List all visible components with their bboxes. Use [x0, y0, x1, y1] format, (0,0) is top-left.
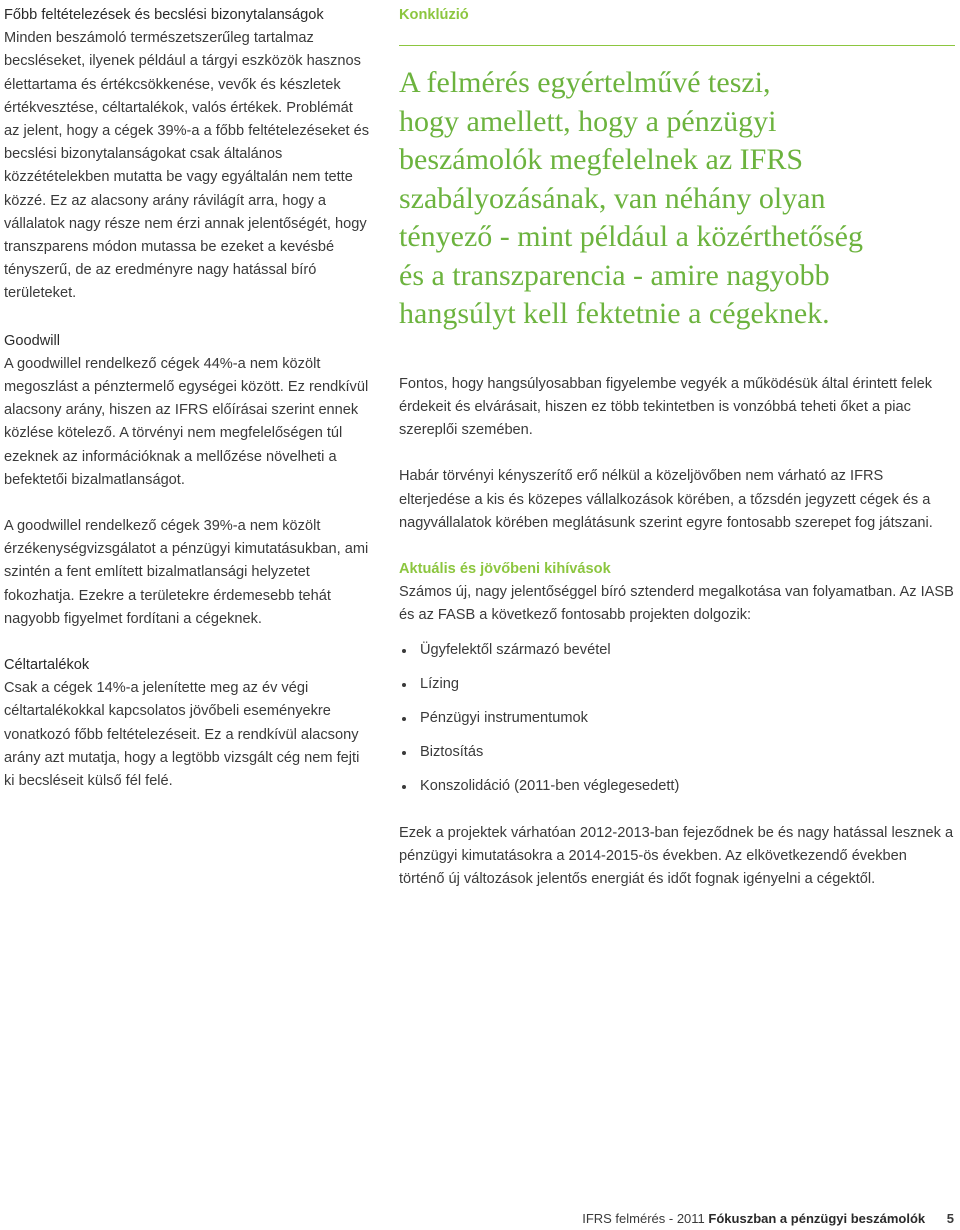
- quote-line: szabályozásának, van néhány olyan: [399, 181, 826, 215]
- footer-report-name: IFRS felmérés - 2011: [582, 1211, 705, 1226]
- assumptions-body: Minden beszámoló természetszerűleg tartalmaz becsléseket, ilyenek például a tárgyi eszközök hasznos élettartama és értékcsökkenése, vevők és készletek értékvesztése, céltartalékok, valós értékek. Problémát az jelent, hogy a cégek 39%-a a főbb feltételezéseket és becslési bizonytalanságokat csak általános közzétételekben mutatta be vagy egyáltalán nem tette közzé. Ez az alacsony arány rávilágít arra, hogy a vállalatok nagy része nem érzi annak jelentőségét, hogy transzparens módon mutassa be ezeket a kevésbé tényszerű, de az eredményre nagy hatással bíró területeket.: [4, 30, 370, 302]
- quote-line: beszámolók megfelelnek az IFRS: [399, 143, 804, 177]
- provisions-body: Csak a cégek 14%-a jelenítette meg az év végi céltartalékokkal kapcsolatos jövőbeli eseményekre vonatkozó főbb feltételezéseit. Ez a rendkívül alacsony arány azt mutatja, hogy a legtöbb vizsgált cég nem fejti ki becsléseit külső fél felé.: [4, 680, 360, 790]
- left-column: [4, 0, 372, 793]
- section-title-provisions: Céltartalékok: [4, 657, 90, 674]
- closing-paragraph: Ezek a projektek várhatóan 2012-2013-ban fejeződnek be és nagy hatással lesznek a pénzügyi kimutatásokra a 2014-2015-ös években. Az elkövetkezendő években történő új változások jelentős energiát és időt fognak igényelni a cégektől.: [399, 824, 954, 887]
- quote-line: hangsúlyt kell fektetnie a cégeknek.: [399, 297, 830, 331]
- conclusion-paragraph-1: Fontos, hogy hangsúlyosabban figyelembe vegyék a működésük által érintett felek érdekeit és elvárásait, hiszen ez több tekintetben is vonzóbbá teheti őket a piac szereplői szemében.: [399, 375, 932, 439]
- conclusion-title: Konklúzió: [399, 7, 469, 23]
- quote-line: A felmérés egyértelművé teszi,: [399, 66, 771, 100]
- challenges-title: Aktuális és jövőbeni kihívások: [399, 560, 611, 577]
- list-item: Ügyfelektől származó bevétel: [399, 639, 955, 662]
- goodwill-paragraph-1: A goodwillel rendelkező cégek 44%-a nem közölt megoszlást a pénztermelő egységei között. Ez rendkívül alacsony arány, hiszen az IFRS előírásai szerint ennek közlése kötelező. A törvényi nem megfelelőségen túl ezeknek az információknak a mellőzése növelheti a befektetői bizalmatlanságot.: [4, 355, 369, 488]
- challenges-paragraph: Számos új, nagy jelentőséggel bíró sztenderd megalkotása van folyamatban. Az IASB és az FASB a következő fontosabb projekten dolgozik:: [399, 584, 954, 624]
- quote-line: tényező - mint például a közérthetőség: [399, 220, 863, 254]
- list-item: Lízing: [399, 673, 955, 696]
- page-number: 5: [946, 1211, 954, 1226]
- conclusion-quote: [399, 64, 955, 334]
- quote-line: hogy amellett, hogy a pénzügyi: [399, 104, 777, 138]
- goodwill-paragraph-2: A goodwillel rendelkező cégek 39%-a nem közölt érzékenységvizsgálatot a pénzügyi kimutatásukban, ami szintén a fent említett bizalmatlansági helyzetet fokozhatja. Ezekre a területekre érdemesebb tehát nagyobb figyelmet fordítani a cégeknek.: [4, 518, 369, 627]
- conclusion-divider: [399, 45, 955, 46]
- right-column: [399, 0, 955, 891]
- page-footer: [582, 1211, 954, 1226]
- section-title-goodwill: Goodwill: [4, 332, 60, 349]
- quote-line: és a transzparencia - amire nagyobb: [399, 258, 830, 292]
- list-item: Pénzügyi instrumentumok: [399, 707, 955, 730]
- section-title-assumptions: Főbb feltételezések és becslési bizonytalanságok: [4, 7, 324, 23]
- projects-list: [399, 639, 955, 799]
- list-item: Biztosítás: [399, 741, 955, 764]
- footer-section-name: Fókuszban a pénzügyi beszámolók: [708, 1211, 926, 1226]
- conclusion-paragraph-2: Habár törvényi kényszerítő erő nélkül a közeljövőben nem várható az IFRS elterjedése a kis és közepes vállalkozások körében, a tőzsdén jegyzett cégek és a nagyvállalatok körében meglátásunk szerint egyre fontosabb szerepet fog játszani.: [399, 468, 933, 531]
- list-item: Konszolidáció (2011-ben véglegesedett): [399, 775, 955, 798]
